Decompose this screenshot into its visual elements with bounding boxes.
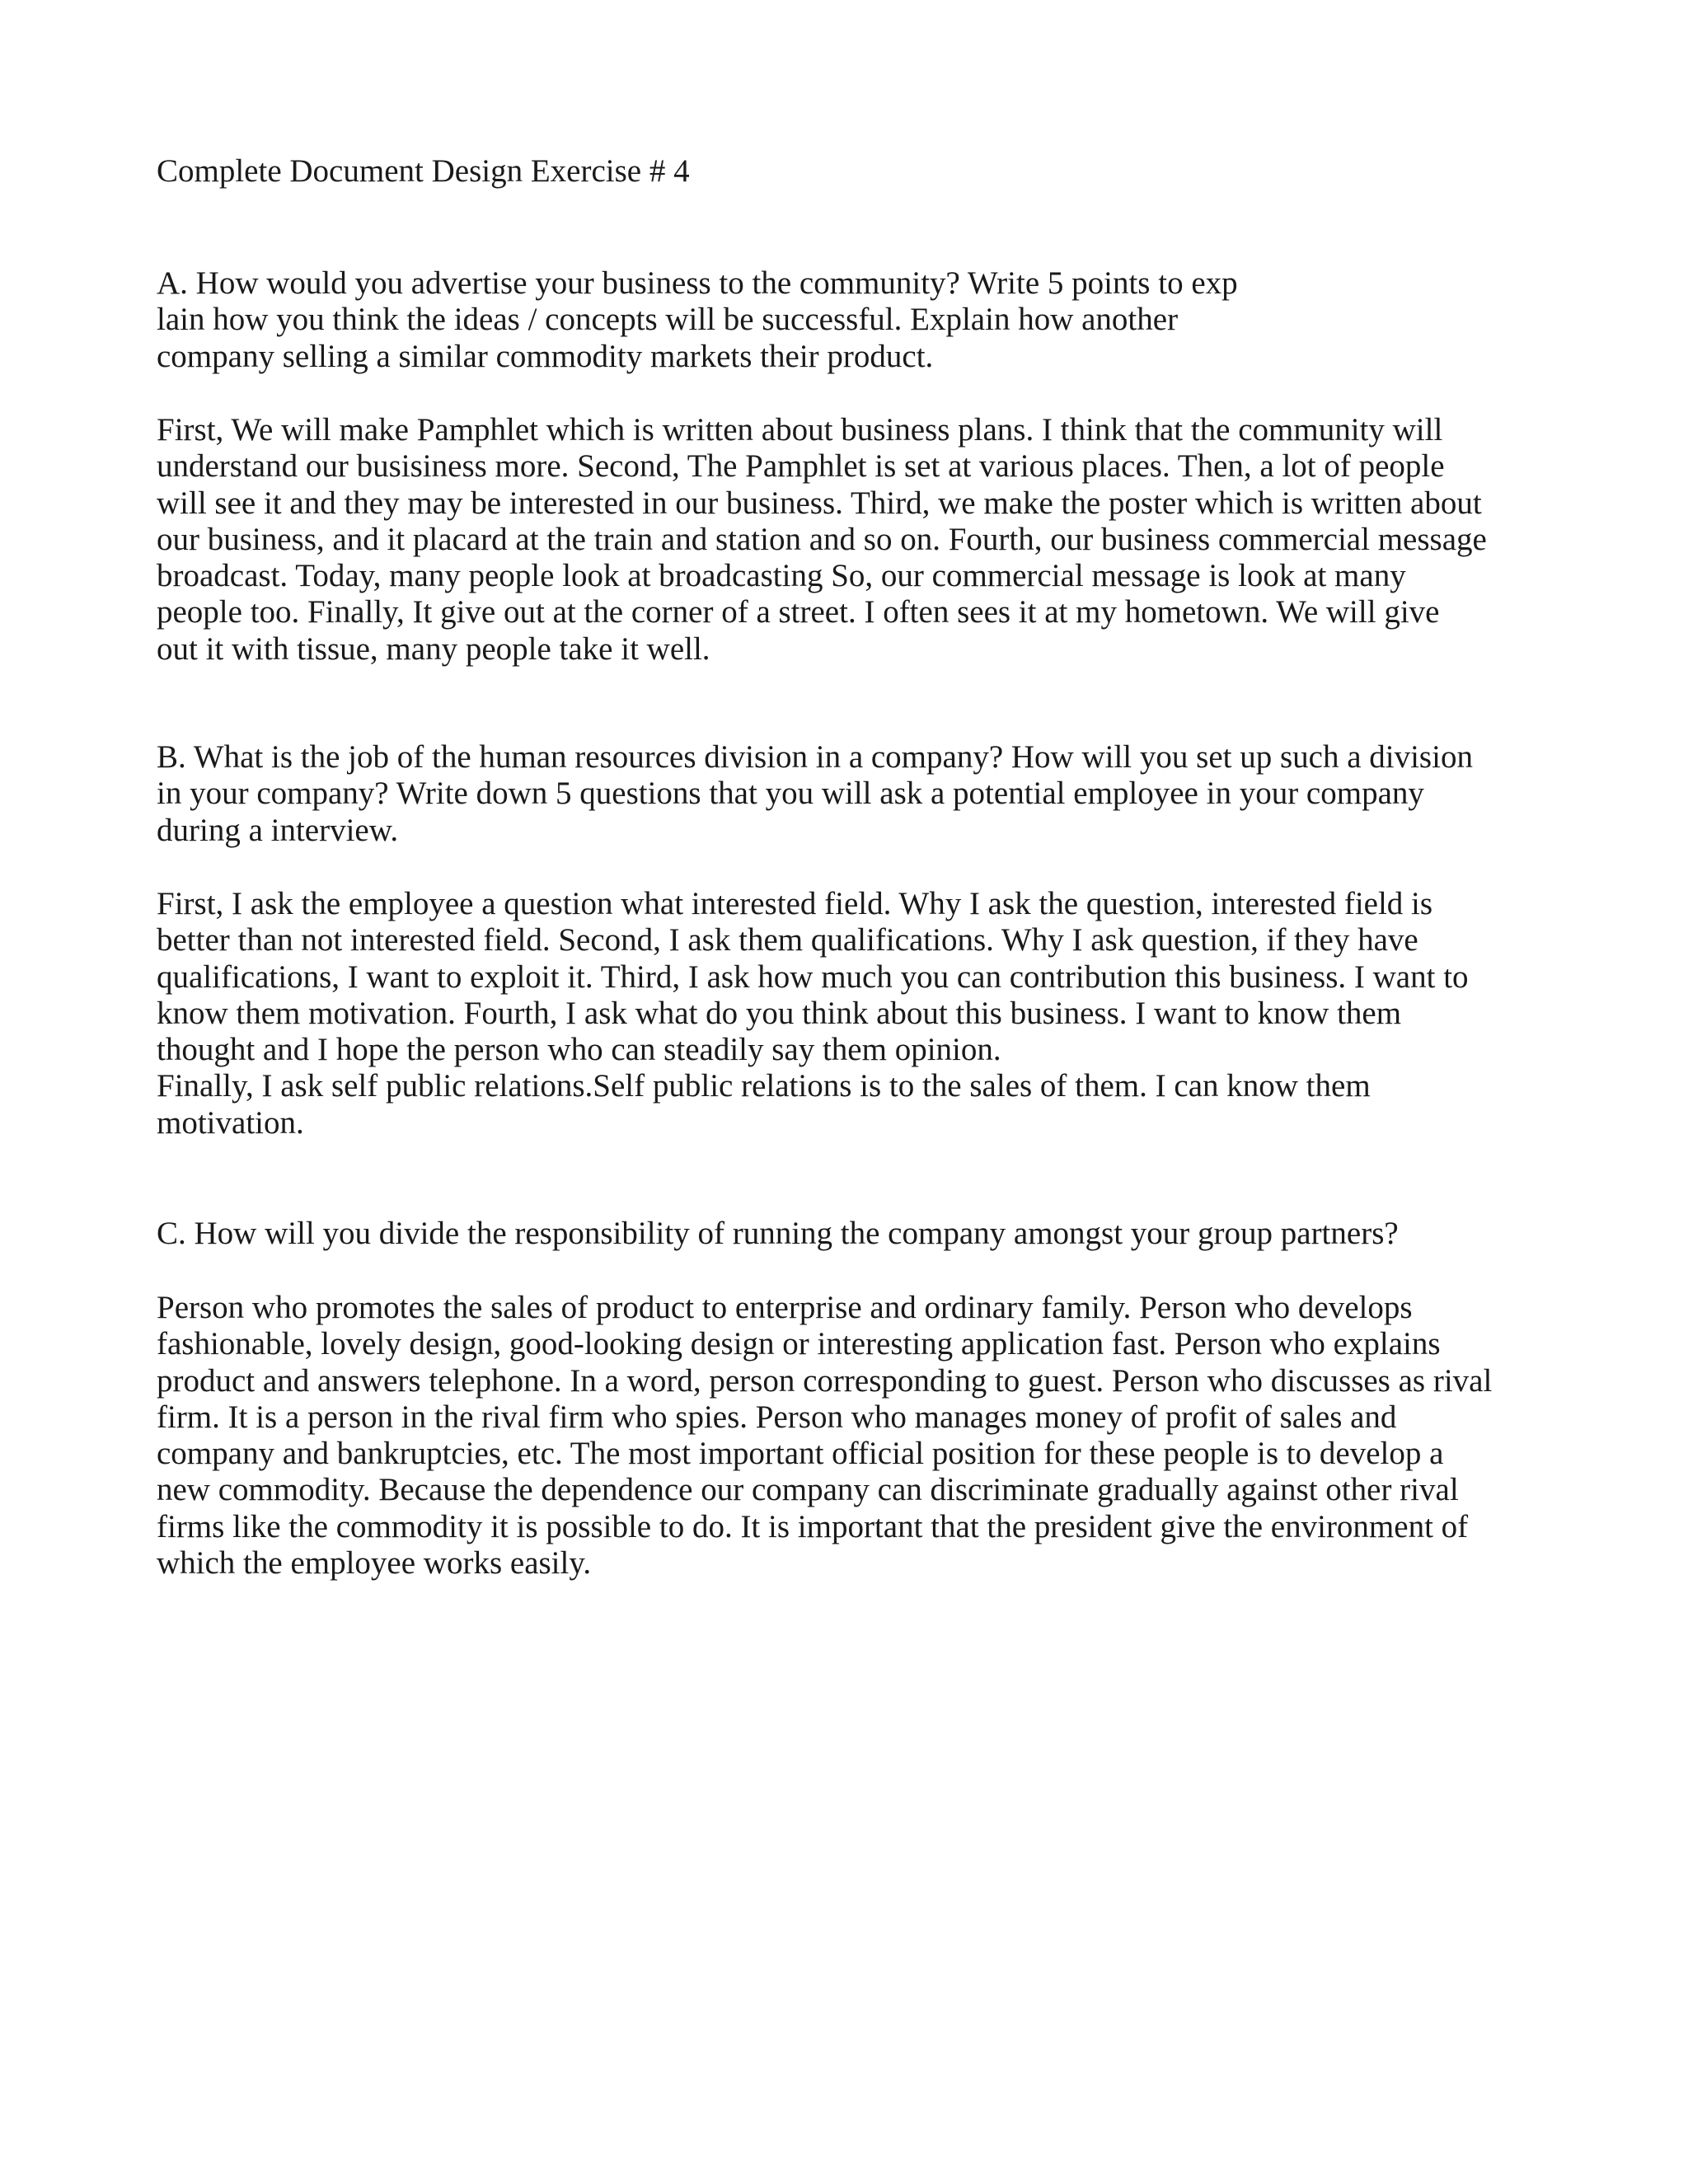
question-c-line: C. How will you divide the responsibility of running the company amongst your group partners? <box>157 1216 1399 1251</box>
answer-c-line: fashionable, lovely design, good-looking design or interesting application fast. Person who explains <box>157 1326 1441 1362</box>
answer-b-line: better than not interested field. Second, I ask them qualifications. Why I ask question, if they have <box>157 922 1418 958</box>
answer-c-line: which the employee works easily. <box>157 1545 592 1582</box>
answer-b-line: motivation. <box>157 1104 304 1141</box>
question-a-line: A. How would you advertise your business to the community? Write 5 points to exp <box>157 265 1238 301</box>
answer-c-line: firm. It is a person in the rival firm who spies. Person who manages money of profit of sales and <box>157 1399 1397 1435</box>
answer-b-line: First, I ask the employee a question what interested field. Why I ask the question, interested field is <box>157 886 1433 921</box>
question-c <box>157 1216 1399 1252</box>
question-b-line: during a interview. <box>157 812 399 848</box>
answer-a-line: people too. Finally, It give out at the corner of a street. I often sees it at my hometown. We will give <box>157 594 1440 630</box>
answer-c-line: new commodity. Because the dependence our company can discriminate gradually against other rival <box>157 1472 1459 1508</box>
answer-c-line: Person who promotes the sales of product to enterprise and ordinary family. Person who develops <box>157 1290 1413 1325</box>
question-b-line: in your company? Write down 5 questions that you will ask a potential employee in your company <box>157 776 1424 812</box>
answer-a <box>157 412 1487 668</box>
question-b-line: B. What is the job of the human resources division in a company? How will you set up such a division <box>157 739 1473 775</box>
document-title: Complete Document Design Exercise # 4 <box>157 153 690 189</box>
answer-b <box>157 886 1469 1141</box>
answer-a-line: our business, and it placard at the train and station and so on. Fourth, our business commercial message <box>157 521 1487 557</box>
question-a-line: lain how you think the ideas / concepts will be successful. Explain how another <box>157 302 1179 338</box>
answer-b-line: Finally, I ask self public relations.Self public relations is to the sales of them. I can know them <box>157 1068 1371 1104</box>
answer-b-line: know them motivation. Fourth, I ask what do you think about this business. I want to know them <box>157 995 1402 1031</box>
answer-b-line: thought and I hope the person who can steadily say them opinion. <box>157 1032 1001 1068</box>
answer-b-line: qualifications, I want to exploit it. Third, I ask how much you can contribution this business. I want to <box>157 958 1469 995</box>
answer-a-line: broadcast. Today, many people look at broadcasting So, our commercial message is look at many <box>157 558 1406 594</box>
answer-c-line: firms like the commodity it is possible to do. It is important that the president give the environment of <box>157 1508 1469 1544</box>
answer-c-line: product and answers telephone. In a word, person corresponding to guest. Person who discusses as rival <box>157 1362 1493 1399</box>
answer-a-line: understand our busisiness more. Second, The Pamphlet is set at various places. Then, a lot of people <box>157 448 1445 485</box>
question-a <box>157 265 1238 375</box>
answer-a-line: First, We will make Pamphlet which is written about business plans. I think that the community will <box>157 412 1443 448</box>
answer-a-line: out it with tissue, many people take it well. <box>157 630 710 667</box>
question-b <box>157 739 1473 849</box>
answer-c <box>157 1290 1492 1582</box>
question-a-line: company selling a similar commodity markets their product. <box>157 338 934 374</box>
answer-c-line: company and bankruptcies, etc. The most important official position for these people is to develop a <box>157 1436 1444 1472</box>
answer-a-line: will see it and they may be interested in our business. Third, we make the poster which is written about <box>157 485 1482 521</box>
